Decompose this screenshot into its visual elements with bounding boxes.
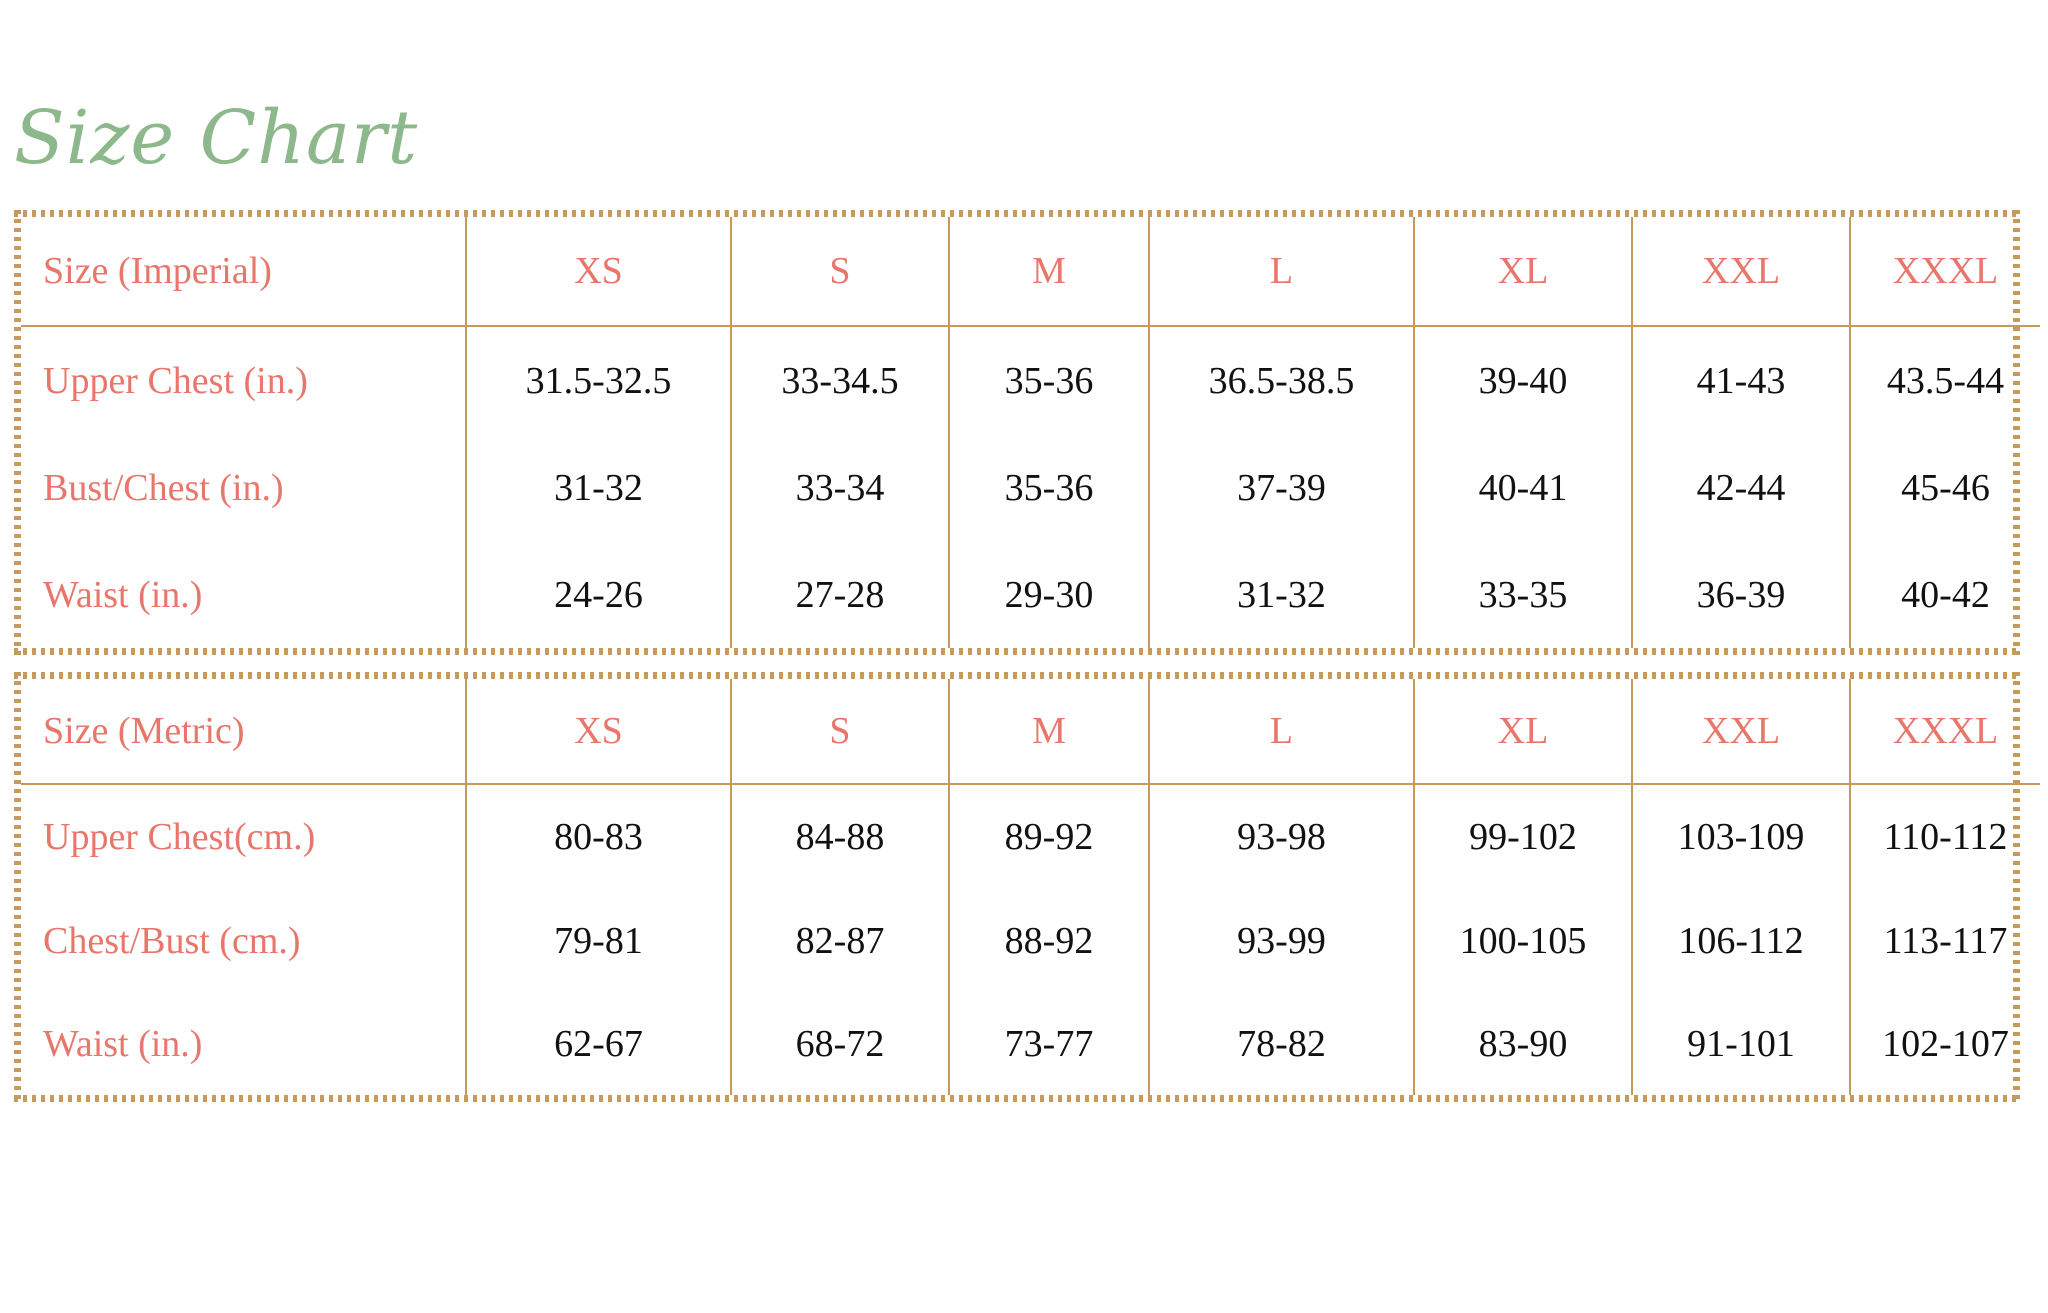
cell-value: 82-87 — [731, 889, 949, 992]
page-title: Size Chart — [14, 95, 419, 181]
column-header-s: S — [731, 679, 949, 784]
column-header-xs: XS — [466, 217, 731, 326]
column-header-xxxl: XXXL — [1850, 217, 2040, 326]
cell-value: 113-117 — [1883, 919, 2008, 962]
cell-value: 29-30 — [949, 541, 1149, 648]
metric-size-table — [21, 679, 2040, 1095]
table-row — [21, 992, 2040, 1095]
cell-value: 68-72 — [731, 992, 949, 1095]
cell-value: 33-34 — [731, 435, 949, 542]
cell-value: 99-102 — [1414, 784, 1632, 889]
table-row — [21, 784, 2040, 889]
table-row — [21, 541, 2040, 648]
cell-value: 100-105 — [1414, 889, 1632, 992]
row-label-waist-metric: Waist (in.) — [21, 992, 466, 1095]
cell-value: 45-46 — [1901, 467, 1990, 510]
row-label-upper-chest-in: Upper Chest (in.) — [21, 326, 466, 435]
cell-value: 35-36 — [949, 435, 1149, 542]
table-header-row — [21, 217, 2040, 326]
row-label-bust-chest-in: Bust/Chest (in.) — [21, 435, 466, 542]
metric-size-table-block — [14, 672, 2020, 1102]
column-header-m: M — [949, 217, 1149, 326]
column-header-xxl: XXL — [1632, 679, 1850, 784]
column-header-xl: XL — [1414, 679, 1632, 784]
cell-value: 40-41 — [1414, 435, 1632, 542]
cell-value: 93-98 — [1149, 784, 1414, 889]
column-header-xxl: XXL — [1632, 217, 1850, 326]
cell-value: 62-67 — [466, 992, 731, 1095]
cell-value: 73-77 — [949, 992, 1149, 1095]
cell-value: 31-32 — [1149, 541, 1414, 648]
cell-value: 37-39 — [1149, 435, 1414, 542]
cell-value: 91-101 — [1632, 992, 1850, 1095]
cell-value: 79-81 — [466, 889, 731, 992]
cell-value: 103-109 — [1632, 784, 1850, 889]
column-header-s: S — [731, 217, 949, 326]
imperial-size-table — [21, 217, 2040, 648]
cell-value: 88-92 — [949, 889, 1149, 992]
cell-value: 27-28 — [731, 541, 949, 648]
cell-value: 110-112 — [1883, 816, 2008, 859]
cell-value: 31.5-32.5 — [466, 326, 731, 435]
column-header-l: L — [1149, 217, 1414, 326]
table-row — [21, 326, 2040, 435]
column-header-m: M — [949, 679, 1149, 784]
cell-value: 33-34.5 — [731, 326, 949, 435]
column-header-l: L — [1149, 679, 1414, 784]
imperial-size-table-block — [14, 210, 2020, 655]
cell-value: 35-36 — [949, 326, 1149, 435]
cell-value: 31-32 — [466, 435, 731, 542]
column-header-xl: XL — [1414, 217, 1632, 326]
column-header-size-metric: Size (Metric) — [21, 679, 466, 784]
cell-value: 36.5-38.5 — [1149, 326, 1414, 435]
cell-value: 102-107 — [1882, 1022, 2009, 1065]
cell-value: 80-83 — [466, 784, 731, 889]
cell-value: 106-112 — [1632, 889, 1850, 992]
cell-value: 43.5-44 — [1886, 359, 2005, 402]
cell-value: 24-26 — [466, 541, 731, 648]
cell-value: 41-43 — [1632, 326, 1850, 435]
table-row — [21, 435, 2040, 542]
column-header-size-imperial: Size (Imperial) — [21, 217, 466, 326]
cell-value: 40-42 — [1901, 573, 1990, 616]
row-label-upper-chest-cm: Upper Chest(cm.) — [21, 784, 466, 889]
cell-value: 78-82 — [1149, 992, 1414, 1095]
cell-value: 89-92 — [949, 784, 1149, 889]
row-label-waist-in: Waist (in.) — [21, 541, 466, 648]
table-header-row — [21, 679, 2040, 784]
column-header-xxxl: XXXL — [1850, 679, 2040, 784]
column-header-xs: XS — [466, 679, 731, 784]
cell-value: 93-99 — [1149, 889, 1414, 992]
table-row — [21, 889, 2040, 992]
cell-value: 83-90 — [1414, 992, 1632, 1095]
row-label-chest-bust-cm: Chest/Bust (cm.) — [21, 889, 466, 992]
cell-value: 39-40 — [1414, 326, 1632, 435]
cell-value: 33-35 — [1414, 541, 1632, 648]
cell-value: 42-44 — [1632, 435, 1850, 542]
cell-value: 36-39 — [1632, 541, 1850, 648]
cell-value: 84-88 — [731, 784, 949, 889]
